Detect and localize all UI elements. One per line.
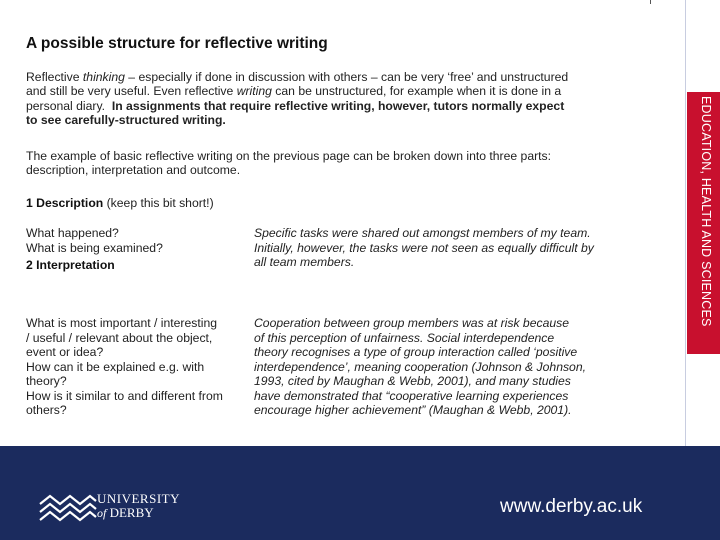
answer-line: Cooperation between group members was at risk because bbox=[254, 316, 570, 330]
intro-line-2: and still be very useful. Even reflective writing can be unstructured, for example when it is done in a bbox=[26, 84, 562, 99]
breakdown-line-1: The example of basic reflective writing on the previous page can be broken down into three parts: bbox=[26, 149, 552, 163]
faculty-label: EDUCATION, HEALTH AND SCIENCES bbox=[699, 96, 713, 327]
description-answer bbox=[254, 226, 629, 270]
question: event or idea? bbox=[26, 345, 104, 359]
page-title: A possible structure for reflective writing bbox=[26, 35, 328, 52]
intro-line-3: personal diary. In assignments that require reflective writing, however, tutors normally expect bbox=[26, 98, 565, 113]
answer-line: all team members. bbox=[254, 255, 355, 269]
sidebar-divider bbox=[685, 0, 686, 446]
question: What happened? bbox=[26, 226, 119, 240]
answer-line: interdependence’, meaning cooperation (Johnson & Johnson, bbox=[254, 359, 587, 374]
description-questions bbox=[26, 226, 248, 255]
question: How can it be explained e.g. with bbox=[26, 359, 205, 374]
intro-line-4: to see carefully-structured writing. bbox=[26, 112, 226, 127]
question: How is it similar to and different from bbox=[26, 388, 223, 403]
intro-line-1: Reflective thinking – especially if done in discussion with others – can be very ‘free’ and unstructured bbox=[26, 70, 569, 84]
breakdown-line-2: description, interpretation and outcome. bbox=[26, 163, 241, 178]
interpretation-answer bbox=[254, 316, 629, 418]
section-description-heading: 1 Description (keep this bit short!) bbox=[26, 196, 214, 210]
question: theory? bbox=[26, 374, 67, 388]
corner-mark bbox=[650, 0, 651, 4]
answer-line: 1993, cited by Maughan & Webb, 2001), and many studies bbox=[254, 374, 571, 388]
breakdown-paragraph bbox=[26, 149, 626, 178]
logo-derby-text: of DERBY bbox=[97, 505, 154, 520]
answer-line: of this perception of unfairness. Social interdependence bbox=[254, 330, 555, 345]
logo-university-text: UNIVERSITY bbox=[97, 491, 180, 506]
question: What is most important / interesting bbox=[26, 316, 218, 330]
question: / useful / relevant about the object, bbox=[26, 330, 213, 345]
answer-line: encourage higher achievement” (Maughan & Webb, 2001). bbox=[254, 403, 572, 417]
answer-line: Specific tasks were shared out amongst members of my team. bbox=[254, 226, 591, 240]
question: What is being examined? bbox=[26, 240, 163, 255]
website-url: www.derby.ac.uk bbox=[500, 496, 643, 517]
university-logo-icon bbox=[38, 490, 98, 522]
section-interpretation-heading: 2 Interpretation bbox=[26, 258, 115, 272]
interpretation-questions bbox=[26, 316, 248, 418]
question: others? bbox=[26, 403, 67, 417]
intro-paragraph bbox=[26, 70, 626, 127]
answer-line: theory recognises a type of group interaction called ‘positive bbox=[254, 345, 578, 359]
answer-line: Initially, however, the tasks were not seen as equally difficult by bbox=[254, 240, 594, 255]
answer-line: have demonstrated that “cooperative learning experiences bbox=[254, 388, 569, 403]
